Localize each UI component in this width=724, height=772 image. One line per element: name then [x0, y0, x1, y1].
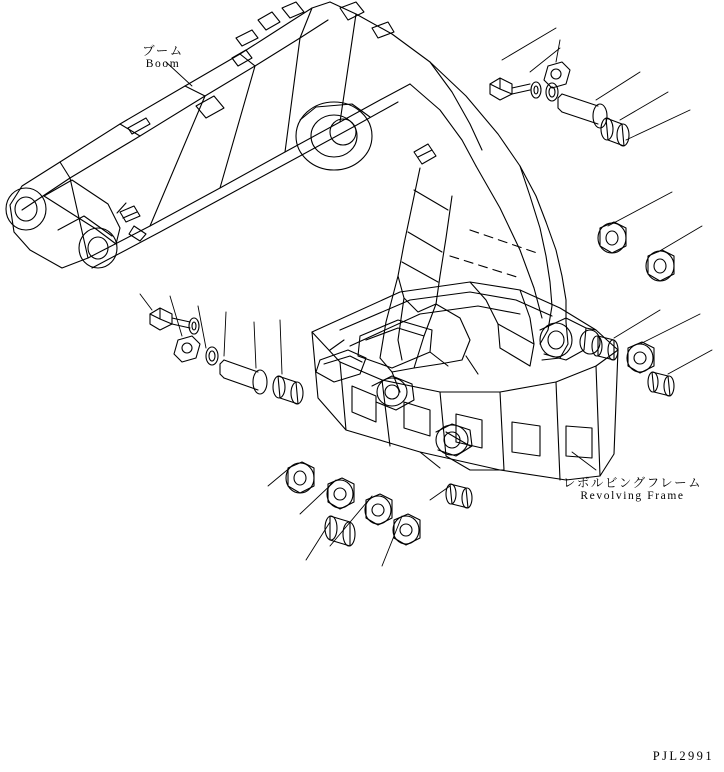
drawing-number: PJL2991	[652, 749, 714, 763]
revolving-frame-label-en: Revolving Frame	[580, 490, 685, 503]
washer-group-bottom	[286, 462, 472, 546]
boom-label	[108, 44, 218, 72]
revolving-frame-label-jp: レボルビングフレーム	[562, 476, 703, 490]
boom-label-en: Boom	[145, 58, 181, 71]
revolving-frame-assembly	[312, 276, 618, 480]
washer-group-right	[592, 222, 674, 396]
boom-label-jp: ブーム	[142, 44, 184, 58]
revolving-frame-label	[545, 476, 720, 504]
boom-assembly	[6, 2, 568, 360]
pin-group-upper-right	[490, 62, 629, 146]
